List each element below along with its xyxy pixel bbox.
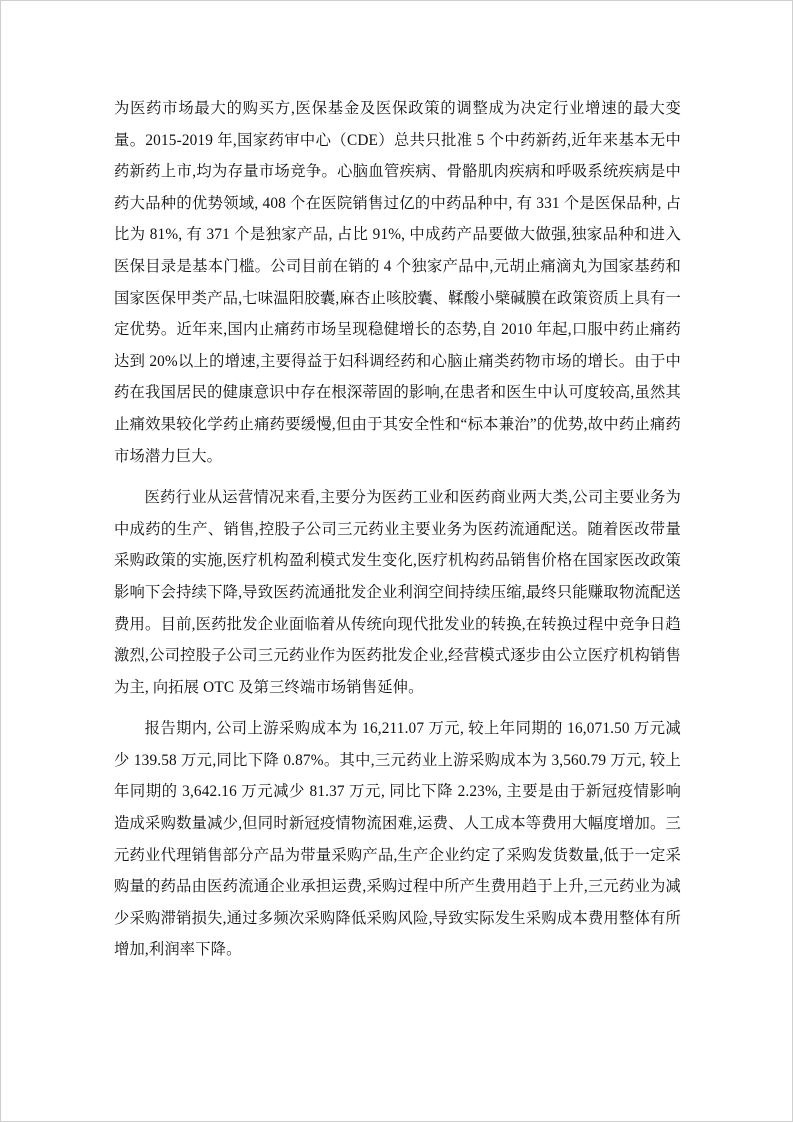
paragraph-2: 医药行业从运营情况来看,主要分为医药工业和医药商业两大类,公司主要业务为中成药的生产、销售,控股子公司三元药业主要业务为医药流通配送。随着医改带量采购政策的实施,医疗机构盈利模式发生变化,医疗机构药品销售价格在国家医改政策影响下会持续下降,导致医药流通批发企业利润空间持续压缩,最终只能赚取物流配送费用。目前,医药批发企业面临着从传统向现代批发业的转换,在转换过程中竞争日趋激烈,公司控股子公司三元药业作为医药批发企业,经营模式逐步由公立医疗机构销售为主, 向拓展 OTC 及第三终端市场销售延伸。 xyxy=(114,489,681,696)
paragraph-3: 报告期内, 公司上游采购成本为 16,211.07 万元, 较上年同期的 16,071.50 万元减少 139.58 万元,同比下降 0.87%。其中,三元药业上游采购成本为 3,560.79 万元, 较上年同期的 3,642.16 万元减少 81.37 万元, 同比下降 2.23%, 主要是由于新冠疫情影响造成采购数量减少,但同时新冠疫情物流困难,运费、人工成本等费用大幅度增加。三元药业代理销售部分产品为带量采购产品,生产企业约定了采购发货数量,低于一定采购量的药品由医药流通企业承担运费,采购过程中所产生费用趋于上升,三元药业为减少采购滞销损失,通过多频次采购降低采购风险,导致实际发生采购成本费用整体有所增加,利润率下降。 xyxy=(114,720,681,959)
paragraph-1: 为医药市场最大的购买方,医保基金及医保政策的调整成为决定行业增速的最大变量。2015-2019 年,国家药审中心（CDE）总共只批准 5 个中药新药,近年来基本无中药新药上市,均为存量市场竞争。心脑血管疾病、骨骼肌肉疾病和呼吸系统疾病是中药大品种的优势领域, 408 个在医院销售过亿的中药品种中, 有 331 个是医保品种, 占比为 81%, 有 371 个是独家产品, 占比 91%, 中成药产品要做大做强,独家品种和进入医保目录是基本门槛。公司目前在销的 4 个独家产品中,元胡止痛滴丸为国家基药和国家医保甲类产品,七味温阳胶囊,麻杏止咳胶囊、鞣酸小檗碱膜在政策资质上具有一定优势。近年来,国内止痛药市场呈现稳健增长的态势,自 2010 年起,口服中药止痛药达到 20%以上的增速,主要得益于妇科调经药和心脑止痛类药物市场的增长。由于中药在我国居民的健康意识中存在根深蒂固的影响,在患者和医生中认可度较高,虽然其止痛效果较化学药止痛药要缓慢,但由于其安全性和“标本兼治”的优势,故中药止痛药市场潜力巨大。 xyxy=(114,100,681,465)
page-content xyxy=(114,93,681,968)
